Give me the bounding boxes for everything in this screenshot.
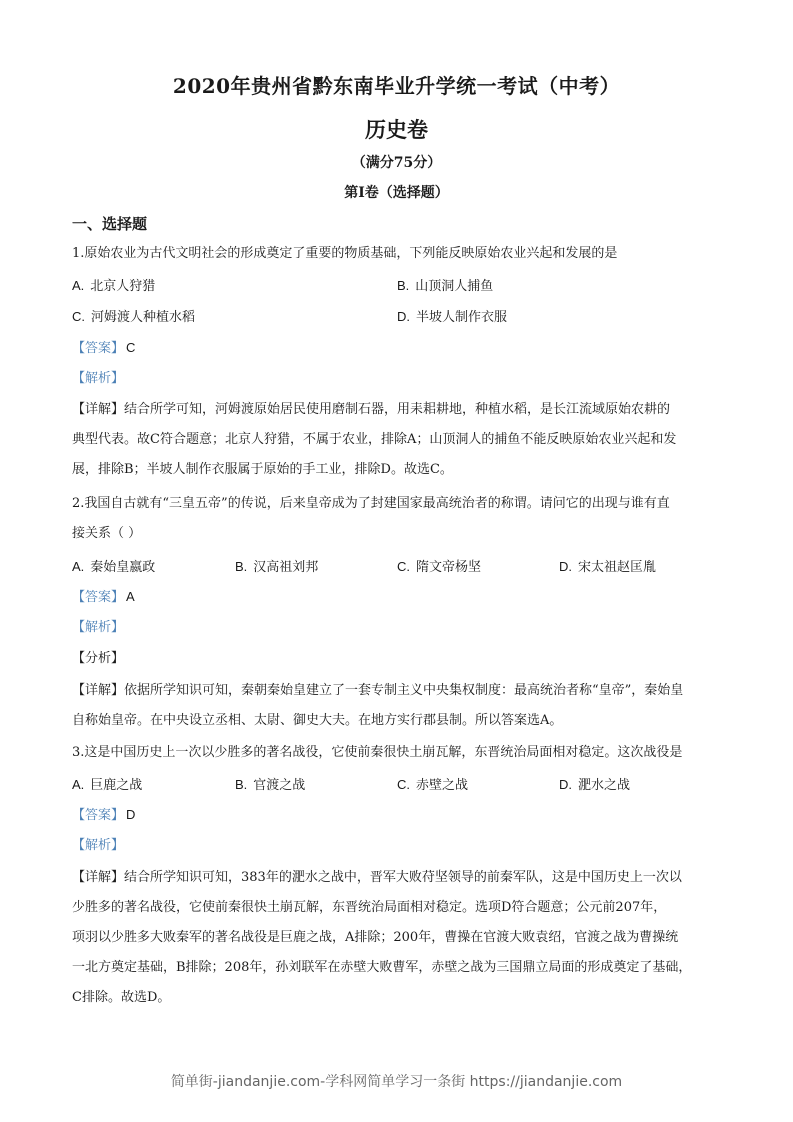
question-2-detail-line-2: 自称始皇帝。在中央设立丞相、太尉、御史大夫。在地方实行郡县制。所以答案选A。 — [72, 713, 563, 728]
question-1-analysis — [72, 369, 732, 389]
detail-text: 结合所学可知，河姆渡原始居民使用磨制石器，用耒耜耕地，种植水稻，是长江流域原始农耕的 — [124, 402, 671, 417]
question-3-option-c — [397, 774, 468, 793]
detail-text: 结合所学知识可知，383年的淝水之战中，晋军大败苻坚领导的前秦军队，这是中国历史上一次以 — [124, 870, 682, 885]
analysis-label: 【解析】 — [72, 371, 125, 386]
option-text: 官渡之战 — [253, 778, 306, 793]
question-3-detail-line-5: C排除。故选D。 — [72, 990, 171, 1005]
option-text: 淝水之战 — [578, 778, 631, 793]
question-2-analysis — [72, 618, 732, 638]
question-2-stem-line-1: 2.我国自古就有“三皇五帝”的传说，后来皇帝成为了封建国家最高统治者的称谓。请问它的出现与谁有直 — [72, 496, 670, 511]
analysis-label: 【解析】 — [72, 620, 125, 635]
option-text: 汉高祖刘邦 — [253, 560, 319, 575]
question-1-answer — [72, 338, 732, 359]
option-letter: C. — [397, 777, 410, 792]
question-2-option-b — [235, 556, 318, 575]
question-3-detail-line-1 — [72, 868, 732, 888]
question-3-option-d — [559, 774, 630, 793]
option-letter: A. — [72, 777, 85, 792]
option-letter: B. — [235, 777, 248, 792]
option-text: 河姆渡人种植水稻 — [91, 310, 196, 325]
option-letter: D. — [559, 777, 572, 792]
option-text: 隋文帝杨坚 — [416, 560, 482, 575]
question-3-detail-line-3: 项羽以少胜多大败秦军的著名战役是巨鹿之战，A排除；200年，曹操在官渡大败袁绍，官渡之战为曹操统 — [72, 930, 679, 945]
question-3-analysis — [72, 836, 732, 856]
option-letter: A. — [72, 559, 85, 574]
fenxi-label: 【分析】 — [72, 651, 125, 666]
question-1-option-b — [397, 275, 493, 294]
analysis-label: 【解析】 — [72, 838, 125, 853]
option-text: 北京人狩猎 — [90, 279, 156, 294]
question-3-option-a — [72, 774, 142, 793]
option-text: 秦始皇嬴政 — [90, 560, 156, 575]
question-2-option-c — [397, 556, 481, 575]
detail-text: 依据所学知识可知，秦朝秦始皇建立了一套专制主义中央集权制度：最高统治者称“皇帝”，秦始皇 — [124, 683, 684, 698]
option-text: 宋太祖赵匡胤 — [578, 560, 657, 575]
question-1-option-d — [397, 306, 507, 325]
option-letter: A. — [72, 278, 85, 293]
answer-value: A — [126, 589, 135, 604]
answer-value: C — [126, 340, 136, 355]
question-3-answer — [72, 805, 732, 826]
option-text: 山顶洞人捕鱼 — [415, 279, 494, 294]
answer-value: D — [126, 807, 136, 822]
option-text: 半坡人制作衣服 — [416, 310, 508, 325]
answer-label: 【答案】 — [72, 341, 125, 356]
option-letter: D. — [559, 559, 572, 574]
full-score: （满分75分） — [351, 155, 442, 171]
question-2-fenxi — [72, 649, 732, 669]
answer-label: 【答案】 — [72, 808, 125, 823]
question-1-detail-line-3: 展，排除B；半坡人制作衣服属于原始的手工业，排除D。故选C。 — [72, 462, 453, 477]
detail-label: 【详解】 — [72, 402, 125, 417]
question-2-stem-line-2: 接关系（ ） — [72, 526, 142, 541]
question-3-option-b — [235, 774, 305, 793]
question-2-option-d — [559, 556, 656, 575]
detail-label: 【详解】 — [72, 870, 125, 885]
footer-watermark: 简单街-jiandanjie.com-学科网简单学习一条街 https://jiandanjie.com — [170, 1074, 623, 1090]
option-letter: C. — [72, 309, 85, 324]
option-text: 赤壁之战 — [416, 778, 469, 793]
option-text: 巨鹿之战 — [90, 778, 143, 793]
question-1-stem: 1.原始农业为古代文明社会的形成奠定了重要的物质基础，下列能反映原始农业兴起和发展的是 — [72, 246, 618, 261]
option-letter: C. — [397, 559, 410, 574]
detail-label: 【详解】 — [72, 683, 125, 698]
option-letter: B. — [235, 559, 248, 574]
option-letter: D. — [397, 309, 410, 324]
question-2-answer — [72, 587, 732, 608]
question-2-option-a — [72, 556, 155, 575]
question-1-detail-line-1 — [72, 400, 732, 420]
question-2-detail-line-1 — [72, 681, 732, 701]
section-heading: 一、选择题 — [72, 215, 148, 233]
question-3-detail-line-2: 少胜多的著名战役，它使前秦很快土崩瓦解，东晋统治局面相对稳定。选项D符合题意；公元前207年， — [72, 900, 667, 915]
question-1-detail-line-2: 典型代表。故C符合题意；北京人狩猎，不属于农业，排除A；山顶洞人的捕鱼不能反映原始农业兴起和发 — [72, 432, 677, 447]
subject-title: 历史卷 — [365, 117, 428, 142]
question-3-stem: 3.这是中国历史上一次以少胜多的著名战役，它使前秦很快土崩瓦解，东晋统治局面相对稳定。这次战役是 — [72, 745, 683, 760]
answer-label: 【答案】 — [72, 590, 125, 605]
question-1-option-a — [72, 275, 155, 294]
question-3-detail-line-4: 一北方奠定基础，B排除；208年，孙刘联军在赤壁大败曹军，赤壁之战为三国鼎立局面的形成奠定了基础， — [72, 960, 692, 975]
question-3-options — [72, 774, 732, 794]
question-1-options-row-2 — [72, 306, 732, 326]
question-1-options-row-1 — [72, 275, 732, 295]
question-1-option-c — [72, 306, 195, 325]
part-title: 第Ⅰ卷（选择题） — [344, 185, 449, 201]
option-letter: B. — [397, 278, 410, 293]
question-2-options — [72, 556, 732, 576]
exam-title: 2020年贵州省黔东南毕业升学统一考试（中考） — [172, 74, 621, 98]
